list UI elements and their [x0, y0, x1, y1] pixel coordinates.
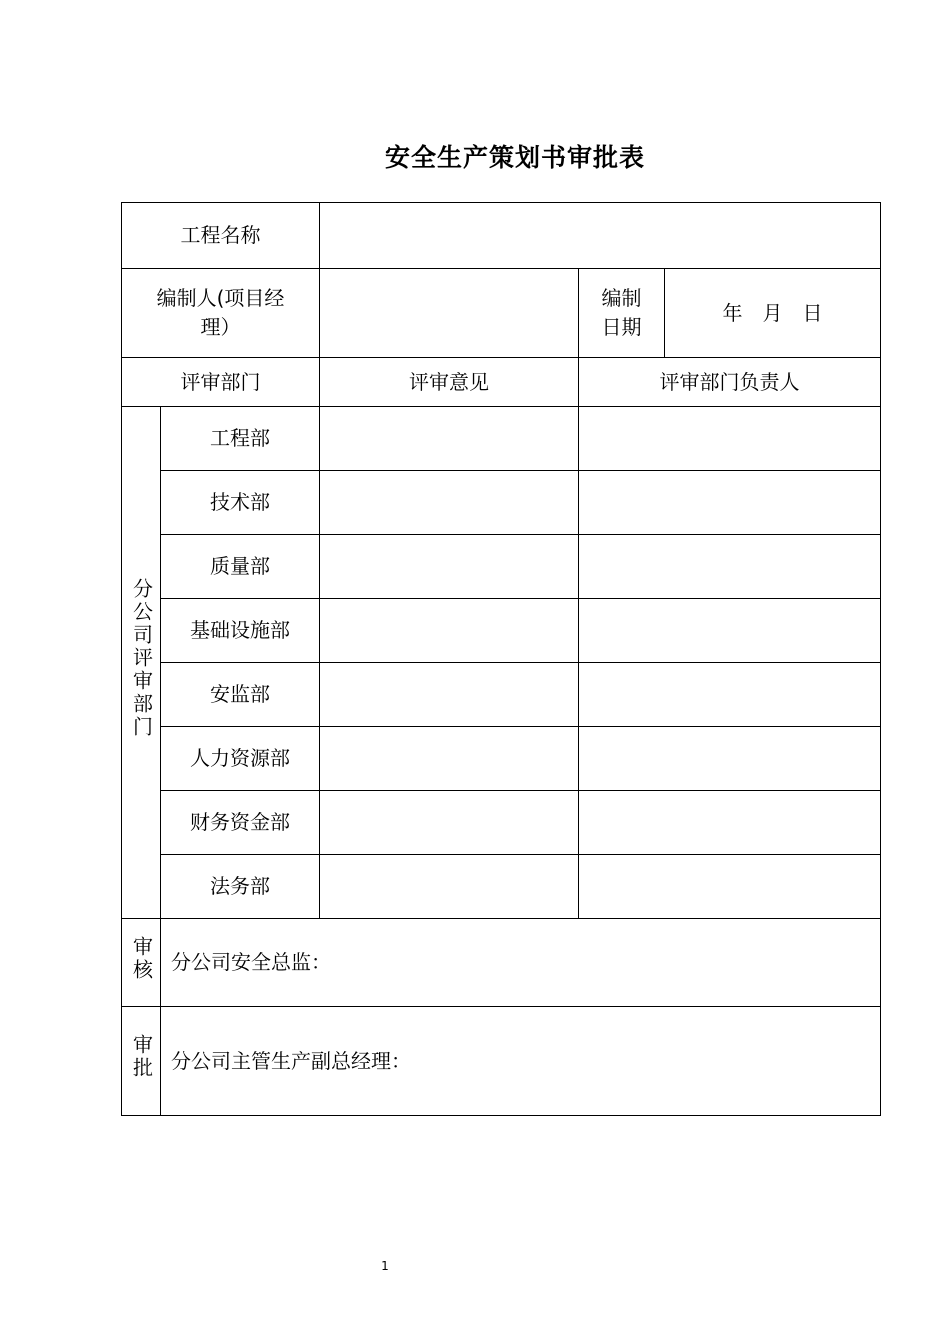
- dept-name: 技术部: [161, 471, 320, 535]
- approve-row: [122, 1007, 881, 1116]
- page-title: 安全生产策划书审批表: [384, 143, 645, 172]
- dept-row: [122, 599, 881, 663]
- review-label: 审核: [129, 935, 154, 982]
- approve-signer-field[interactable]: 分公司主管生产副总经理：: [161, 1007, 881, 1116]
- dept-row: [122, 407, 881, 471]
- dept-row: [122, 727, 881, 791]
- approval-form-table: [121, 202, 881, 1116]
- dept-leader-field[interactable]: [579, 727, 881, 791]
- dept-leader-field[interactable]: [579, 791, 881, 855]
- prep-date-field[interactable]: [665, 269, 881, 358]
- dept-row: [122, 471, 881, 535]
- dept-name: 法务部: [161, 855, 320, 919]
- group-label: 分公司评审部门: [129, 578, 154, 739]
- group-label-cell: [122, 407, 161, 919]
- preparer-row: [122, 269, 881, 358]
- dept-opinion-field[interactable]: [320, 599, 579, 663]
- dept-name: 工程部: [161, 407, 320, 471]
- header-opinion: 评审意见: [320, 358, 579, 407]
- prep-date-label: 编制日期: [579, 269, 665, 358]
- date-year: 年: [722, 300, 743, 325]
- dept-leader-field[interactable]: [579, 855, 881, 919]
- dept-leader-field[interactable]: [579, 663, 881, 727]
- dept-row: [122, 663, 881, 727]
- dept-leader-field[interactable]: [579, 599, 881, 663]
- dept-leader-field[interactable]: [579, 407, 881, 471]
- dept-leader-field[interactable]: [579, 471, 881, 535]
- dept-row: [122, 535, 881, 599]
- dept-name: 安监部: [161, 663, 320, 727]
- date-day: 日: [802, 300, 823, 325]
- project-name-label: 工程名称: [122, 203, 320, 269]
- approve-label: 审批: [129, 1034, 154, 1080]
- dept-row: [122, 791, 881, 855]
- dept-name: 质量部: [161, 535, 320, 599]
- preparer-label: 编制人(项目经理）: [122, 269, 320, 358]
- dept-opinion-field[interactable]: [320, 855, 579, 919]
- header-leader: 评审部门负责人: [579, 358, 881, 407]
- dept-name: 人力资源部: [161, 727, 320, 791]
- review-label-cell: [122, 919, 161, 1007]
- dept-opinion-field[interactable]: [320, 407, 579, 471]
- dept-row: [122, 855, 881, 919]
- date-month: 月: [762, 300, 783, 325]
- dept-opinion-field[interactable]: [320, 727, 579, 791]
- review-row: [122, 919, 881, 1007]
- dept-leader-field[interactable]: [579, 535, 881, 599]
- header-dept: 评审部门: [122, 358, 320, 407]
- approve-label-cell: [122, 1007, 161, 1116]
- dept-opinion-field[interactable]: [320, 471, 579, 535]
- dept-opinion-field[interactable]: [320, 535, 579, 599]
- preparer-field[interactable]: [320, 269, 579, 358]
- dept-name: 基础设施部: [161, 599, 320, 663]
- review-header-row: [122, 358, 881, 407]
- review-signer-field[interactable]: 分公司安全总监：: [161, 919, 881, 1007]
- project-name-row: [122, 203, 881, 269]
- dept-opinion-field[interactable]: [320, 663, 579, 727]
- dept-name: 财务资金部: [161, 791, 320, 855]
- dept-opinion-field[interactable]: [320, 791, 579, 855]
- page-number: 1: [381, 1259, 389, 1273]
- project-name-field[interactable]: [320, 203, 881, 269]
